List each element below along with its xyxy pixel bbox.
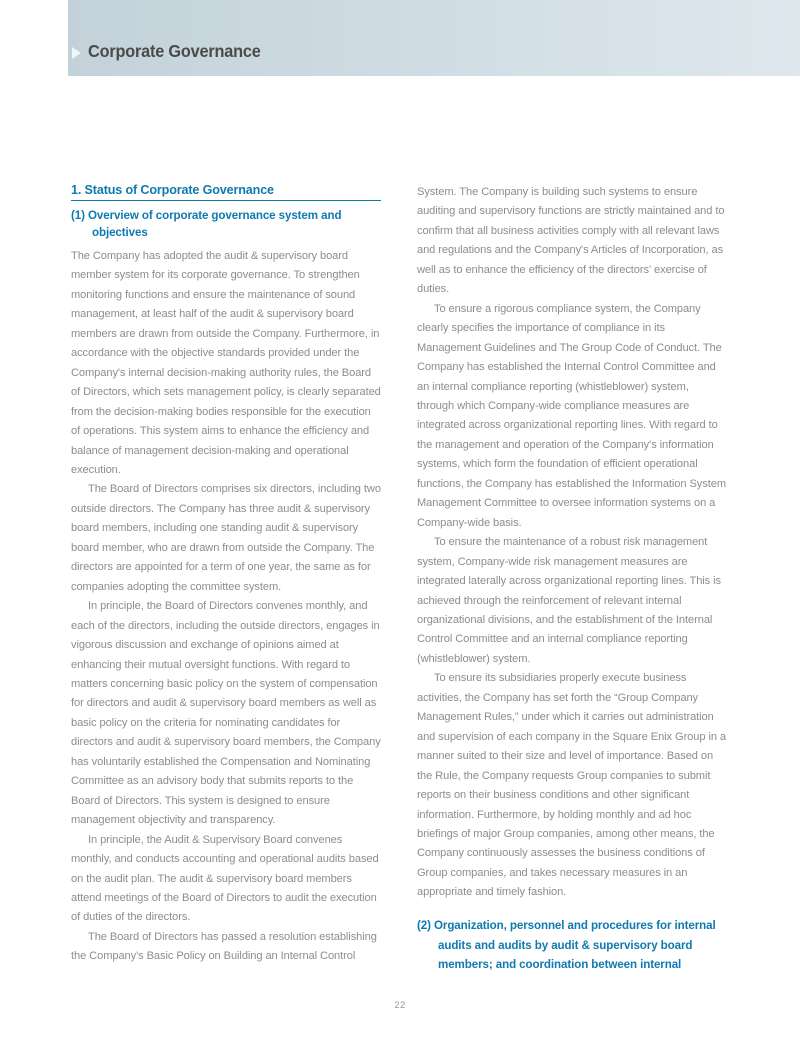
page-number: 22: [394, 1000, 406, 1011]
subsection-heading-2: (2) Organization, personnel and procedures for internal audits and audits by audit & supervisory board members; and coordination between internal: [417, 919, 716, 972]
paragraph: To ensure a rigorous compliance system, the Company clearly specifies the importance of compliance in its Management Guidelines and The Group Code of Conduct. The Company has established the Internal Control Committee and an internal compliance reporting (whistleblower) system, through which Company-wide compliance measures are integrated across organizational reporting lines. With regard to the management and operation of the Company's information systems, which form the foundation of efficient operational functions, the Company has established the Information System Management Committee to oversee information systems on a Company-wide basis.: [417, 302, 726, 529]
page-header-banner: [68, 0, 800, 76]
article-columns: [0, 183, 800, 983]
triangle-right-icon: [72, 47, 81, 59]
subsection-heading-1: (1) Overview of corporate governance system and objectives: [71, 209, 342, 239]
paragraph: The Company has adopted the audit & supervisory board member system for its corporate governance. To strengthen monitoring functions and ensure the maintenance of sound management, at least half of the audit & supervisory board members are drawn from outside the Company. Furthermore, in accordance with the objective standards provided under the Company's internal decision-making authority rules, the Board of Directors, which sets management policy, is clearly separated from the decision-making bodies responsible for the execution of operations. This system aims to enhance the efficiency and balance of management decision-making and operational execution.: [71, 250, 381, 476]
right-column: [417, 183, 727, 903]
paragraph: In principle, the Board of Directors convenes monthly, and each of the directors, including the outside directors, engages in vigorous discussion and exchange of opinions aimed at enhancing their mutual oversight functions. With regard to matters concerning basic policy on the system of compensation for directors and audit & supervisory board members as well as basic policy on the criteria for nominating candidates for directors and audit & supervisory board members, the Company has voluntarily established the Compensation and Nominating Committee as an advisory body that submits reports to the Board of Directors. This system is designed to ensure management objectivity and transparency.: [71, 600, 381, 827]
paragraph: The Board of Directors comprises six directors, including two outside directors. The Company has three audit & supervisory board members, including one standing audit & supervisory board member, who are drawn from outside the Company. The directors are appointed for a term of one year, the same as for companies adopting the committee system.: [71, 483, 381, 593]
paragraph: To ensure the maintenance of a robust risk management system, Company-wide risk management measures are integrated laterally across organizational reporting lines. This is achieved through the reinforcement of relevant internal organizational divisions, and the establishment of the Internal Control Committee and an internal compliance reporting (whistleblower) system.: [417, 536, 721, 665]
paragraph: System. The Company is building such systems to ensure auditing and supervisory functions are strictly maintained and to confirm that all business activities comply with all relevant laws and regulations and the Company's Articles of Incorporation, as well as to enhance the efficiency of the directors' exercise of duties.: [417, 186, 725, 296]
page-title: Corporate Governance: [88, 41, 261, 61]
subsection-heading-2-wrapper: [417, 916, 737, 975]
left-column: [71, 183, 381, 967]
paragraph: In principle, the Audit & Supervisory Board convenes monthly, and conducts accounting and operational audits based on the audit plan. The audit & supervisory board members attend meetings of the Board of Directors to audit the execution of duties of the directors.: [71, 833, 379, 924]
section-heading-1: 1. Status of Corporate Governance: [71, 183, 381, 201]
paragraph: The Board of Directors has passed a resolution establishing the Company's Basic Policy on Building an Internal Control: [71, 930, 377, 963]
paragraph: To ensure its subsidiaries properly execute business activities, the Company has set forth the “Group Company Management Rules,” under which it carries out administration and supervision of each company in the Square Enix Group in a manner suited to their size and level of importance. Based on the Rule, the Company requests Group companies to submit reports on their business conditions and other significant information. Furthermore, by holding monthly and ad hoc briefings of major Group companies, among other means, the Company continuously assesses the business conditions of Group companies, and takes necessary measures in an appropriate and timely fashion.: [417, 672, 727, 899]
